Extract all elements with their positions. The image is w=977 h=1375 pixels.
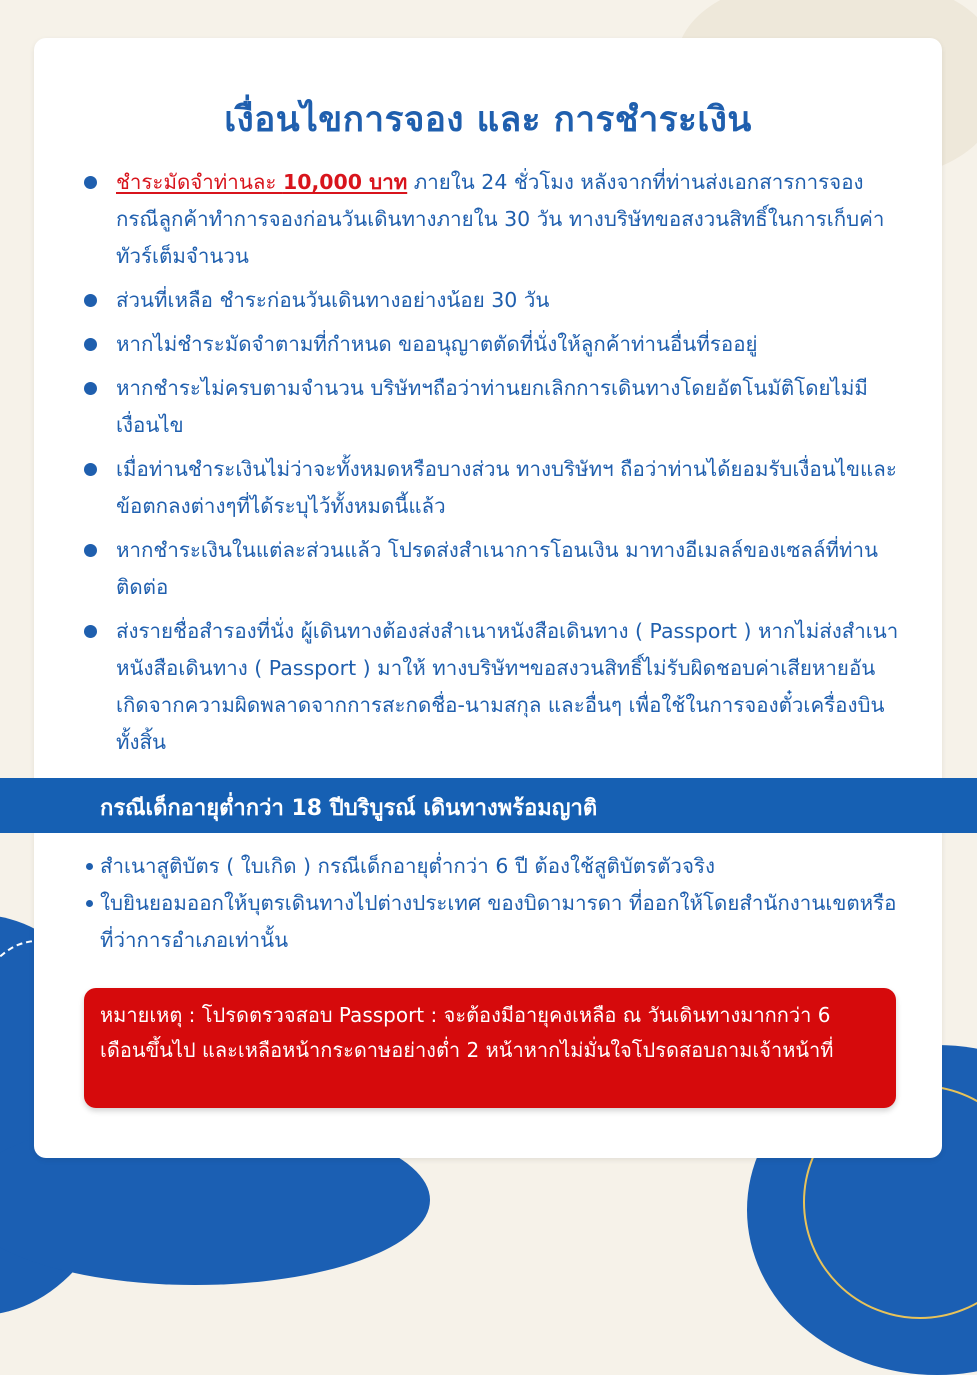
children-section-banner (0, 778, 977, 833)
bullet-icon (84, 338, 97, 351)
conditions-card (34, 38, 942, 1158)
passport-note-box (84, 988, 896, 1108)
bullet-icon (84, 463, 97, 476)
list-item: ใบยินยอมออกให้บุตรเดินทางไปต่างประเทศ ของบิดามารดา ที่ออกให้โดยสำนักงานเขตหรือที่ว่าการอำเภอเท่านั้น (84, 885, 904, 959)
bullet-icon (84, 544, 97, 557)
list-item: หากชำระไม่ครบตามจำนวน บริษัทฯถือว่าท่านยกเลิกการเดินทางโดยอัตโนมัติโดยไม่มีเงื่อนไข (84, 370, 904, 444)
list-item: หากชำระเงินในแต่ละส่วนแล้ว โปรดส่งสำเนาการโอนเงิน มาทางอีเมลล์ของเซลล์ที่ท่านติดต่อ (84, 532, 904, 606)
page-title: เงื่อนไขการจอง และ การชำระเงิน (224, 100, 752, 140)
banner-title: กรณีเด็กอายุต่ำกว่า 18 ปีบริบูรณ์ เดินทางพร้อมญาติ (100, 796, 598, 821)
deposit-highlight: ชำระมัดจำท่านละ 10,000 บาท (116, 170, 408, 194)
bullet-icon (84, 294, 97, 307)
bullet-icon (84, 625, 97, 638)
list-item: ส่งรายชื่อสำรองที่นั่ง ผู้เดินทางต้องส่งสำเนาหนังสือเดินทาง ( Passport ) หากไม่ส่งสำเนาหนังสือเดินทาง ( Passport ) มาให้ ทางบริษัทฯขอสงวนสิทธิ์ไม่รับผิดชอบค่าเสียหายอันเกิดจากความผิดพลาดจากการสะกดชื่อ-นามสกุล และอื่นๆ เพื่อใช้ในการจองตั๋วเครื่องบินทั้งสิ้น (84, 613, 904, 761)
children-requirements-list (84, 848, 904, 959)
note-text: หมายเหตุ : โปรดตรวจสอบ Passport : จะต้องมีอายุคงเหลือ ณ วันเดินทางมากกว่า 6 เดือนขึ้นไป และเหลือหน้ากระดาษอย่างต่ำ 2 หน้าหากไม่มั่นใจโปรดสอบถามเจ้าหน้าที่ (100, 1003, 834, 1062)
list-item: ชำระมัดจำท่านละ 10,000 บาท ภายใน 24 ชั่วโมง หลังจากที่ท่านส่งเอกสารการจอง กรณีลูกค้าทำการจองก่อนวันเดินทางภายใน 30 วัน ทางบริษัทขอสงวนสิทธิ์ในการเก็บค่าทัวร์เต็มจำนวน (84, 164, 904, 275)
list-item: สำเนาสูติบัตร ( ใบเกิด ) กรณีเด็กอายุต่ำกว่า 6 ปี ต้องใช้สูติบัตรตัวจริง (84, 848, 904, 885)
list-item: ส่วนที่เหลือ ชำระก่อนวันเดินทางอย่างน้อย 30 วัน (84, 282, 904, 319)
bullet-icon (84, 176, 97, 189)
list-item: เมื่อท่านชำระเงินไม่ว่าจะทั้งหมดหรือบางส่วน ทางบริษัทฯ ถือว่าท่านได้ยอมรับเงื่อนไขและข้อตกลงต่างๆที่ได้ระบุไว้ทั้งหมดนี้แล้ว (84, 451, 904, 525)
booking-conditions-list (84, 164, 904, 768)
bullet-icon (84, 382, 97, 395)
bullet-icon (86, 863, 93, 870)
list-item: หากไม่ชำระมัดจำตามที่กำหนด ขออนุญาตตัดที่นั่งให้ลูกค้าท่านอื่นที่รออยู่ (84, 326, 904, 363)
bullet-icon (86, 900, 93, 907)
